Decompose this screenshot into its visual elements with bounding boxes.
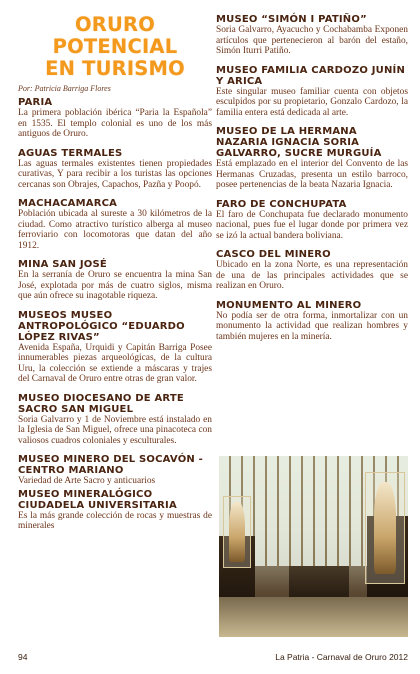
section-text: Avenida España, Urquidi y Capitán Barriga Posee innumerables piezas arqueológicas, de la cultura Uru, la colección se extiende a máscaras y trajes del Carnaval de Oruro entre otras de gran valor. [18,342,212,384]
section-text: Población ubicada al sureste a 30 kilómetros de la ciudad. Como atractivo turístico alberga al museo ferroviario con locomotoras que datan del año 1912. [18,209,212,251]
section-heading: FARO DE CONCHUPATA [216,198,347,210]
section-heading: MUSEO MINERO DEL SOCAVÓN - CENTRO MARIANO [18,454,203,476]
section-text: Las aguas termales existentes tienen propiedades curativas, Y para recibir a los turistas las opciones cercanas son Obrajes, Capachos, Pazña y Poopó. [18,158,212,190]
section-paria [18,97,212,140]
section-museo-cardozo [216,65,408,119]
section-heading: MUSEO “SIMÓN I PATIÑO” [216,14,367,25]
section-text: No podía ser de otra forma, inmortalizar con un monumento la actividad que realizan hombres y también mujeres en la minería. [216,310,408,342]
section-text: Es la más grande colección de rocas y muestras de minerales [18,510,212,531]
section-machacamarca [18,198,212,251]
section-text: Está emplazado en el interior del Convento de las Hermanas Cruzadas, presenta un estilo barroco, posee pertenencias de la beata Nazaria Ignacia. [216,159,408,190]
section-heading: MUSEO FAMILIA CARDOZO JUNÍN Y ARICA [216,64,406,87]
museum-interior-photo [219,456,408,637]
section-museo-patino [216,14,408,57]
section-text: Soria Galvarro y 1 de Noviembre está instalado en la Iglesia de San Miguel, ofrece una pinacoteca con valiosos cuadros coloniales y esculturales. [18,414,212,446]
section-aguas-termales [18,148,212,191]
section-museo-mineralogico [18,489,212,532]
section-text: El faro de Conchupata fue declarado monumento nacional, pues fue el lugar donde por primera vez se izó la actual bandera boliviana. [216,209,408,241]
section-text: Este singular museo familiar cuenta con objetos esculpidos por su propietario, Gonzalo Cardozo, la familia entera está dedicada al arte. [216,86,408,118]
section-faro-conchupata [216,199,408,242]
section-heading: PARIA [18,97,53,108]
section-heading: MUSEOS MUSEO ANTROPOLÓGICO “EDUARDO LÓPEZ RIVAS” [18,309,185,343]
floor [219,597,408,637]
left-column [18,14,212,540]
section-heading: MACHACAMARCA [18,198,118,209]
publication-name: La Patria - Carnaval de Oruro 2012 [275,652,408,662]
section-text: Variedad de Arte Sacro y anticuarios [18,476,156,486]
section-text: En la serranía de Oruro se encuentra la mina San José, explotada por más de cuatro siglos, misma que aún ofrece su inagotable riqueza. [18,270,212,301]
statue-left [229,502,245,562]
title-line-1: ORURO POTENCIAL [52,13,178,58]
byline: Por: Patricia Barriga Flores [18,84,111,93]
section-heading: MUSEO DE LA HERMANA NAZARIA IGNACIA SORIA GALVARRO, SUCRE MURGUÍA [216,126,382,159]
page-number: 94 [18,652,28,662]
section-text: La primera población ibérica “Paria la Española” en 1535. El templo colonial es uno de los más antiguos de Oruro. [18,108,212,139]
section-museo-diocesano [18,393,212,447]
section-casco-minero [216,249,408,292]
title-line-2: EN TURISMO [45,57,185,80]
section-monumento-minero [216,300,408,343]
section-museo-minero [18,454,212,487]
section-museo-antropologico [18,310,212,385]
section-heading: MINA SAN JOSÉ [18,259,107,270]
section-heading: MONUMENTO AL MINERO [216,299,362,311]
section-heading: MUSEO MINERALÓGICO CIUDADELA UNIVERSITARIA [18,488,177,511]
article-title [18,14,212,80]
section-text: Soria Galvarro, Ayacucho y Cochabamba Exponen artículos que pertenecieron al barón del estaño, Simón Iturri Patiño. [216,25,408,56]
section-heading: AGUAS TERMALES [18,147,123,159]
section-museo-nazaria [216,126,408,191]
section-heading: CASCO DEL MINERO [216,249,331,260]
right-column [216,14,408,350]
section-heading: MUSEO DIOCESANO DE ARTE SACRO SAN MIGUEL [18,392,184,415]
section-text: Ubicado en la zona Norte, es una representación de una de las principales actividades que se realizan en Oruro. [216,260,408,291]
statue-right [374,482,396,574]
section-mina-san-jose [18,259,212,302]
